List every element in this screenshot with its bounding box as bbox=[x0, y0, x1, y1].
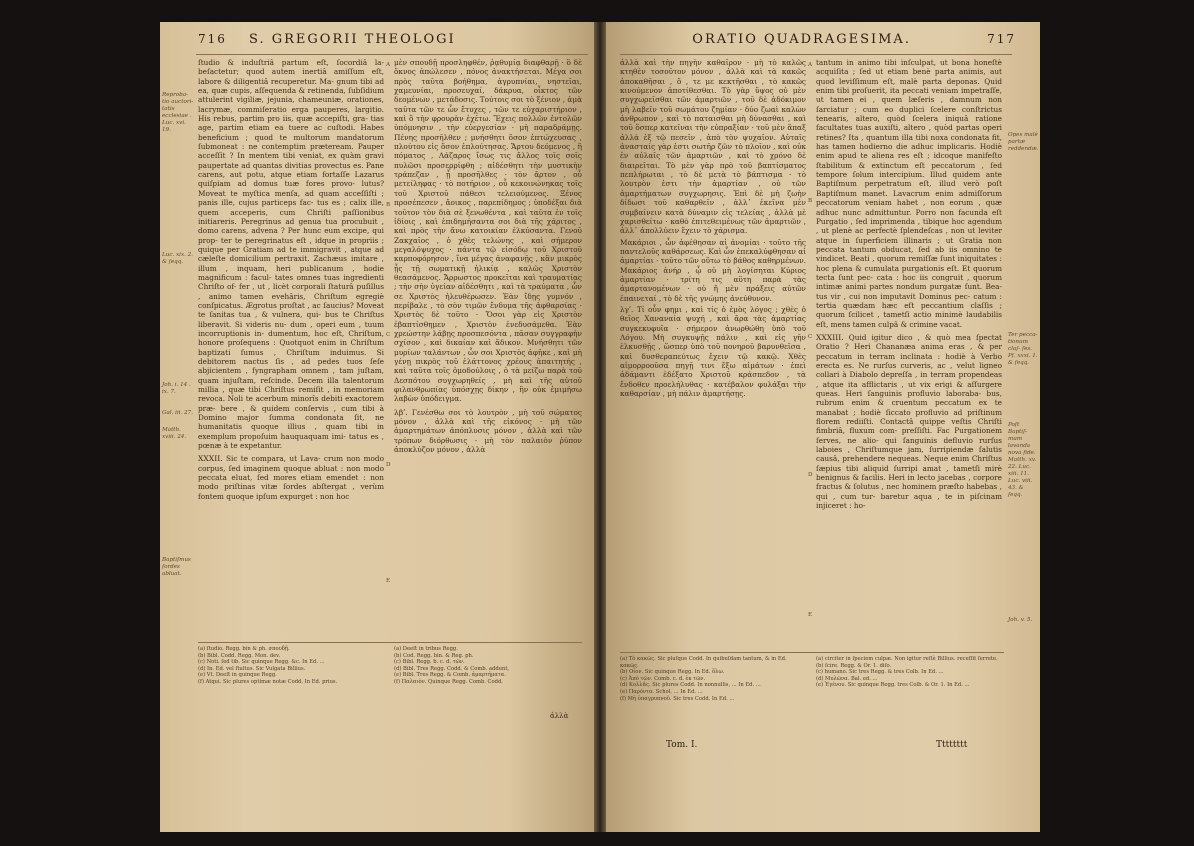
right-latin-column bbox=[816, 58, 1002, 638]
line-letter: C bbox=[808, 334, 813, 340]
right-page bbox=[606, 22, 1040, 832]
signature-mark: Tom. I. bbox=[666, 740, 698, 750]
footnote: (d) Bibl. Tres Regg. Codd. & Comb. addunt, bbox=[394, 665, 510, 672]
footnote: (c) humano. Sic tres Regg. & tres Colb. In Ed. ... bbox=[816, 669, 944, 676]
left-greek-column bbox=[394, 58, 582, 618]
line-letter: C bbox=[386, 332, 391, 338]
right-greek-column bbox=[620, 58, 806, 638]
margin-note: Ter pecca- tionum claſ- ſes. Pſ. xxxi. 1. & ſeqq. bbox=[1008, 332, 1038, 366]
footnote: (b) Bibl. Codd. Regg. Mon. dev. bbox=[198, 652, 281, 659]
footnote: (c) Ἀπὸ τῶν. Comb. c. d. ἐκ τῶν. bbox=[620, 675, 706, 682]
greek-text-block: Μακάριοι , ὧν ἀφέθησαν αἱ ἀνομίαι · τοῦτο τῆς παντελοῦς καθάρσεως. Καὶ ὧν ἐπεκαλύφθησαν αἱ ἁμαρτίαι · τοῦτο τῶν οὕτω τὸ βάθος καθηρμένων. Μακάριος ἀνήρ , ᾧ οὐ μὴ λογίσηται Κύριος ἁμαρτίαν · τρίτη τις αὕτη παρὰ τὰς ἁμαρτανομένων · οὐ ἤ μὲν πράξεις αὐτῶν ἐπαινεταί , τὸ δὲ τῆς γνώμης ἀνεύθυνον. bbox=[620, 237, 806, 303]
latin-text-block: ſtudio & induſtriâ partum eſt, ſocordiâ la- beſactetur; quod autem inertiâ amiſſum eſt, labore & diligentiâ recuperetur. Ma- gnum tibi ad ea, quæ cupis, aſſequenda & retinenda, ſubſidium attulerint vigiliæ, jejunia, chameuniæ, orationes, lacrymæ, commiſeratio erga pauperes, largitio. His rebus, partim pro iis, quæ accepiſti, gra- tias age, partim etiam ea tuere ac cuſtodi. Habes beneficium ; quod te multorum mandatorum ſubmoneat : ne contemptim præteream. Pauper acceſſit ? In mentem tibi veniat, ex quàm gravi paupertate ad quantas divitias provectus es. Pane carens, aut potu, atque etiam fortaſſe Lazarus quiſpiam ad domus tuæ fores provo- lutus? Moveat te myſtica menſa, ad quam acceſſiſti ; panis ille, cujus particeps fac- tus es ; calix ille, quem acceperis, cum Chriſti paſſionibus initiareris. Peregrinus ad genua tua procubuit , domo carens, advena ? Per hunc eum excipe, qui prop- ter te peregrinatus eſt , idque in propriis ; quique per Gratiam ad te immigravit , atque ad cæleſte domicilium pertraxit. Zachæus imitare , illum , inquam, heri publicanum , hodie magnificum : facul- tates omnes tuas ingredienti Chriſto of- fer , ut , licèt corporali ſtaturâ puſillus , animo tamen evehâris, Chriſtum egregiè conſpicatus. Ægrotus proſtat , ac ſaucius? Moveat te ſanitas tua , & vulnera, qui- bus te Chriſtus liberavit. Si videris nu- dum , operi eum , tuum incorruptionis in- dumentum, hoc eſt, Chriſtum, honore proſequens : Quotquot enim in Chriſtum baptizati ſumus , Chriſtum induimus. Si debitorem nactus ſis , ad pedes tuos ſeſe abjicientem , ſyngrapham omnem , tam juſtam, quam injuſtam, reſcinde. Decem illa talentorum millia , quæ tibi Chriſtus remiſit , in memoriam revoca. Noli te acerbum minorîs debiti exactorem præ- bere , & quidem conſervis , cum tibi à Domino major ſumma condonata ſit, ne humanitatis quoque illius , quam tibi in exemplum propoſuim hauquaquam imi- tatus es , pœnæ à te expetantur. bbox=[198, 58, 384, 451]
footnote: (d) Μυλῶνα. Bal. ed. ... bbox=[816, 675, 878, 682]
footnote: (b) Οἷον. Sic quinque Regg. In Ed. ὅλω. bbox=[620, 669, 725, 676]
line-letter: A bbox=[386, 62, 391, 68]
section-number: XXXIII. bbox=[816, 332, 844, 342]
footnote: (e) Ἐγένου. Sic quinque Regg. tres Colb. & Or. 1. In Ed. ... bbox=[816, 682, 970, 689]
greek-text-block: Γενέσθω σοι τὸ λουτρὸν , μὴ τοῦ σώματος μόνον , ἀλλὰ καὶ τῆς εἰκόνος · μὴ τῶν ἁμαρτημάτων ἀπόπλυσις μόνον , ἀλλὰ καὶ τῶν τρόπων διόρθωσις · μὴ τὸν παλαιὸν ῥύπον ἀποκλύζον μόνον , ἀλλὰ bbox=[394, 407, 582, 455]
footnote-rule bbox=[620, 652, 1004, 653]
margin-note: Reproba- tio auctori- tatis ecclesiae . Luc. xvi. 19. bbox=[162, 92, 194, 133]
right-running-head bbox=[636, 32, 1016, 54]
margin-note: Joh. v. 5. bbox=[1008, 617, 1033, 623]
left-page bbox=[160, 22, 594, 832]
line-letter: D bbox=[808, 472, 813, 478]
latin-footnotes bbox=[816, 656, 1002, 689]
margin-note: Gal. iii. 27. bbox=[162, 410, 193, 416]
book-gutter bbox=[594, 22, 606, 832]
footnote: (c) Noti. ſed tib. Sic quinque Regg. &c. In Ed. ... bbox=[198, 659, 325, 666]
footnote: (e) Vt. Deeſt in quinque Regg. bbox=[198, 672, 277, 679]
section-number: λβʹ. bbox=[394, 407, 408, 417]
section-number: XXXII. bbox=[198, 454, 223, 464]
header-rule bbox=[196, 54, 588, 55]
greek-footnotes bbox=[620, 656, 806, 702]
open-book bbox=[160, 22, 1040, 832]
footnote-rule bbox=[198, 642, 582, 643]
header-rule bbox=[620, 54, 1012, 55]
footnote: (c) Bibl. Regg. b. c. d. τῶν. bbox=[394, 659, 465, 666]
catchword: ἀλλὰ bbox=[550, 712, 569, 720]
greek-text-block: ἀλλὰ καὶ τὴν πηγὴν καθαῖρον · μὴ τὸ καλῶς κτηθὲν τοσοῦτον μόνον , ἀλλὰ καὶ τὰ κακῶς ἀποκαθῆσαι , ὅ , τε με κεκτῆσθαι , τὸ κακῶς κινούμενον ἀποτίθεσθαι. Τὸ γὰρ ὕψος οὐ μὲν συγχωρεῖσθαι τῶν ἁμαρτιῶν , τοῦ δὲ ἀδόκιμον μὴ λαβεῖν τοῦ σωμάτου ζημίαν · δύο ζωαὶ καλὼν ἀνθρωπον , καὶ τὸ παταισθαι μὴ δύνασθαι , καὶ τοῦ ὅσπερ κατεῖναι τὴν εὐπραξίαν · τοῦ μὲν ἅπαξ ἀλλὰ ἐξ τῷ πεσεῖν , ἀπὸ τὸν ψυχαῖον. Αὐταῖς ἀνασταίς γὰρ ἐστι σωτῆρ ζῶν τὸ πλοῖον , καὶ οὐκ ἐν αὐλαῖς τῶν ἁμαρτιῶν , καὶ τὸ χρόνο δὲ διαιρεῖται. Τὸ μὲν γὰρ πρὸ τοῦ βαπτίσματος πεπλήρωται , τὸ δὲ μετὰ τὸ βάπτισμα · τὸ λουτρὸν ἐστι τὴν ἁμαρτίαν , οὐ τῶν ἁμαρτήματων συγχωρησις. Ἐπὶ δὲ μὴ ζωὴν δίδωσι τοῦ καθαρθεῖν , ἀλλ᾽ ἐκεῖνα μὲν συμβαίνειν κατὰ δύναμιν εἰς τελείας , ἀλλὰ μὲ χαρισθείτω · καθὸ ἐπιτεθειμένως τῶν ἁμαρτιῶν , ἀλλ᾽ ἀπολλύειν ἔχειν τὸ χάρισμα. bbox=[620, 58, 806, 236]
margin-note: Opes malè partæ reddendæ. bbox=[1008, 132, 1039, 152]
footnote: (b) ſcire. Regg. & Or. 1. diſo. bbox=[816, 662, 892, 669]
line-letter: E bbox=[808, 612, 813, 618]
margin-note: Luc. xix. 2. & ſeqq. bbox=[162, 252, 193, 265]
margin-note: Matth. xviii. 24. bbox=[162, 427, 187, 440]
latin-text-block: Sic te compara, ut Lava- crum non modo corpus, ſed imaginem quoque abluat : non modo peccata eluat, ſed mores etiam emendet : non modo priſtinas vitæ ſordes abſtergat , verùm fontem quoque ipſum expurget : non hoc bbox=[198, 454, 384, 501]
line-letter: A bbox=[808, 62, 813, 68]
line-letter: E bbox=[386, 578, 391, 584]
footnote: (e) Παρόντα. Schol. ... In Ed. ... bbox=[620, 688, 703, 695]
line-letter: B bbox=[808, 198, 813, 204]
catchword: Tttttttt bbox=[936, 740, 968, 750]
footnote: (d) In. Ed. vel ſtultus. Sic Vulgata Billius. bbox=[198, 665, 306, 672]
right-running-title: ORATIO QUADRAGESIMA. bbox=[692, 32, 911, 47]
line-letter: D bbox=[386, 462, 391, 468]
line-letter: B bbox=[386, 202, 391, 208]
latin-text-block: Quid igitur dico , & quò mea ſpectat Oratio ? Heri Chananæa anima eras , & per peccatum in terram inclinata : hodiè à Verbo erecta es. Ne rurſus curveris, ac , velut ligneo collari à Diabolo depreſſa , in terram propendeas , atque ita afflictaris , ut vix erigi & aſſurgere queas. Heri ſanguinis profluvio laboraba- bus, rubrum enim & cruentum peccatum ex te manabat ; hodiè ſiccato profluvio ad priſtinum florem rediiſti. Contactâ quippe veſtis Chriſti fimbriâ, fluxum com- preſſiſti. Fac Purgationem ſerves, ne alio- qui ſanguinis defluvio rurſus laboies , Chriſtumque jam, ſurripiendæ ſalutis causâ, prehendere nequeas. Neque enim Chriſtus ſæpius tibi aliquid ſurripi amat , tametſi mirè benignus & facilis. Heri in lecto jacebas , corpore fractus & ſolutus , nec hominem præſto habebas , qui , cum tur- baretur aqua , te in piſcinam injiceret : ho- bbox=[816, 332, 1002, 511]
footnote: (a) Deeſt in tribus Regg. bbox=[394, 646, 458, 652]
right-page-number: 717 bbox=[987, 32, 1016, 46]
left-latin-column bbox=[198, 58, 384, 618]
left-running-title: S. GREGORII THEOLOGI bbox=[249, 32, 456, 47]
greek-footnotes bbox=[394, 646, 582, 686]
margin-note: Joh. i. 14 . ix. 7. bbox=[162, 382, 191, 395]
footnote: (e) Bibl. Tres Regg. & Comb. ἁμαρτήματα. bbox=[394, 672, 506, 679]
footnote: (b) Cod. Regg. bin. & Reg. ph. bbox=[394, 652, 474, 659]
latin-footnotes bbox=[198, 646, 384, 686]
footnote: (a) ſtudio. Regg. bin & ph. σπουδῇ. bbox=[198, 646, 290, 652]
latin-text-block: tantum in animo tibi inſculpat, ut bona honeſtè acquiſita ; ſed ut etiam benè parta animis, aut quod leviſſimum eſt, malè parta deponas. Quid enim tibi proſuerit, ita peccati veniam impetraſſe, ut tamen ei , quem læſeris , damnum non ſarciatur ; cum eo duplici ſcelere conſtrictus tenearis, altero, quòd ſcelera iniquâ ratione facultates tuas auxiſti, altero , quòd partas operi retines? Ita , quantum illa tibi noxa condonata fit, has tamen hodierno die adhuc implicaris. Hodiè enim apud te aliena res eſt ; idcoque manifeſto ſtabilitum & extinctum eſt peccatorum , ſed tempore ſolum intercipium. Illud quidem ante Baptiſmum perpetratum eſt, illud verò poſt Baptiſmum manet. Lavacrum enim admiſſorum peccatorum veniam habet , non eorum , quæ adhuc nunc admittuntur. Porro non facunda eſt Purgatio , ſed imprimenda , tibique hoc agendum , ut plenè ac perfectè ſplendeſcas , non ut leviter atque in ſuperficiem illinaris ; ut Gratia non peccata tantum obducat, ſed ab iis omnino te vindicet. Beati , quorum remiſſæ ſunt iniquitates : hoc plena & cumulata purgationis eſt. Et quorum tecta ſunt pec- cata : hoc iis congruit , quorum intimæ animi partes nondum purgatæ ſunt. Bea- tus vir , cui non imputavit Dominus pec- catum : tertia quædam hæc eſt peccantium claſſis ; quorum ſcilicet , tametſi actio minimè laudabilis eſt, mens tamen culpâ & crimine vacat. bbox=[816, 58, 1002, 329]
left-running-head bbox=[198, 32, 578, 54]
greek-text-block: λγʹ. Τί οὖν φημι , καὶ τίς ὁ ἐμὸς λόγος ; χθὲς ὁ θεῖος Χαναναία ψυχή , καὶ ἄρα τὰς ἁμαρτίας συγκεκυφυῖα · σήμερον ἀνωρθώθη ὑπὸ τοῦ Λόγου. Μὴ συγκυψῇς πάλιν , καὶ εἰς γῆν ἑλκυσθῇς , ὥσπερ ὑπὸ τοῦ πονηροῦ βαρυνθεῖσα , καὶ δυσθεραπεύτως ἔχειν τῷ κακῷ. Χθὲς αἱμορροοῦσα πηγῇ τινι ἔξω αἱμάτων · ἐπεὶ ἀδάμαντι ἐδέξατο Χριστοῦ κράσπεδον , τὰ ἔνδοθεν προελήλυθας · κατέβαλον φυλάξαι τὴν καθαρσίαν , μὴ πάλιν ἁμαρτήσῃς. bbox=[620, 304, 806, 399]
greek-text-block: μὲν σπουδῇ προσληφθέν, ῥᾳθυμίᾳ διαφθαρῇ · ὃ δὲ ὄκνος ἀπώλεσεν , πόνος ἀνακτήσεται. Μέγα σοι πρὸς ταῦτα βοήθημα, ἀγρυπνίαι, νηστεῖαι, χαμευνίαι, προσευχαί, δάκρυα, οἶκτος τῶν δεομένων , μετάδοσις. Τούτοις σοι τὸ ξένιον , ἀμὰ ταῦτα τῶν τε ὧν ἔτυχες , τῶν τε εὐχαριστήριον , καὶ ὃ τὴν φρουρὰν ἐχέτω. Ἔχεις πολλῶν ἐντολῶν ὑπόμνησιν , τὴν εὐεργεσίαν · μὴ παραδράμῃς. Πένης προσῆλθεν ; μνήσθητι ὅσον ἐπτώχευσας , πλούτου εἰς ὅσον ἐπλούτησας. Ἄρτου δεόμενος , ἢ πόματος , Λάζαρος ἴσως τις ἄλλος τοῖς σοῖς πυλῶσι προσερρίφθη ; αἰδέσθητι τὴν μυστικὴν τράπεζαν , ᾗ προσῆλθες · τὸν ἄρτον , οὗ μετείληφας · τὸ ποτήριον , οὗ κεκοινώνηκας τοῖς τοῦ Χριστοῦ πάθεσι τελειούμενος. Ξένος προσέπεσεν , ἄοικος , παρεπίδημος ; ὑποδέξαι διὰ τοῦτον τὸν διὰ σὲ ξενωθέντα , καὶ ταῦτα ἐν τοῖς ἰδίοις , καὶ ἐπιδημήσαντα σοι διὰ τῆς χάριτος , καὶ πρὸς τὴν ἄνω κατοικίαν ἑλκύσαντα. Γενοῦ Ζακχαῖος , ὁ χθὲς τελώνης , καὶ σήμερον μεγαλόψυχος · πάντα τῷ εἰσόδῳ τοῦ Χριστοῦ καρποφόρησον , ἵνα μέγας ἀναφανῇς , κἂν μικρὸς ᾖς τῇ σωματικῇ ἡλικίᾳ , καλῶς Χριστὸν θεασάμενος. Ἄρρωστος προκεῖται καὶ τραυματίας ; τὴν σὴν ὑγείαν αἰδέσθητι , καὶ τὰ τραύματα , ὧν σε Χριστὸς ἠλευθέρωσεν. Ἐὰν ἴδῃς γυμνόν , περίβαλε , τὸ σὸν τιμῶν ἔνδυμα τῆς ἀφθαρσίας · Χριστὸς δὲ τοῦτο · Ὅσοι γὰρ εἰς Χριστὸν ἐβαπτίσθημεν , Χριστὸν ἐνεδυσάμεθα. Ἐὰν χρεώστην λάβῃς προσπεσόντα , πᾶσαν συγγραφὴν σχίσον , καὶ δικαίαν καὶ ἄδικον. Μνήσθητι τῶν μυρίων ταλάντων , ὧν σοι Χριστὸς ἀφῆκε , καὶ μὴ γένῃ πικρὸς τοῦ ἐλάττονος χρέους ἀπαιτητής , καὶ ταῦτα τοῖς ὁμοδούλοις , ὁ τὰ μείζω παρὰ τοῦ Δεσπότου συγχωρηθείς , μὴ καὶ τῆς αὐτοῦ φιλανθρωπίας ὑπόσχῃς δίκην , ἣν οὐκ ἐμιμήσω λαβὼν ὑπόδειγμα. bbox=[394, 58, 582, 404]
footnote: (d) Κολλᾶς. Sic plures Codd. In nonnullis, ... In Ed. ... bbox=[620, 682, 761, 689]
footnote: (f) Μὴ ὑπαγρυπνοῦ. Sic tres Codd. In Ed. ... bbox=[620, 695, 735, 702]
margin-note: Baptiſmus ſordes abluat. bbox=[162, 557, 191, 577]
footnote: (a) circiter in ſpeciem culpæ. Non igitur reſtè Billius. receſſit ſerrete. bbox=[816, 656, 998, 662]
left-page-number: 716 bbox=[198, 32, 227, 46]
footnote: (a) Τὸ κακῶς. Sic pluſque Codd. In quibuſdam tantum, & in Ed. κακῶς. bbox=[620, 656, 787, 669]
margin-note: Poſt Baptiſ- mum lavanda nova fide. Matth. xv. 22. Luc. xiii. 11. Luc. viii. 43. & ſeqq. bbox=[1008, 422, 1037, 498]
footnote: (f) Atqui. Sic plures optimæ notæ Codd. In Ed. prius. bbox=[198, 678, 338, 685]
footnote: (f) Παλαιὸν. Quinque Regg. Comb. Codd. bbox=[394, 678, 503, 685]
